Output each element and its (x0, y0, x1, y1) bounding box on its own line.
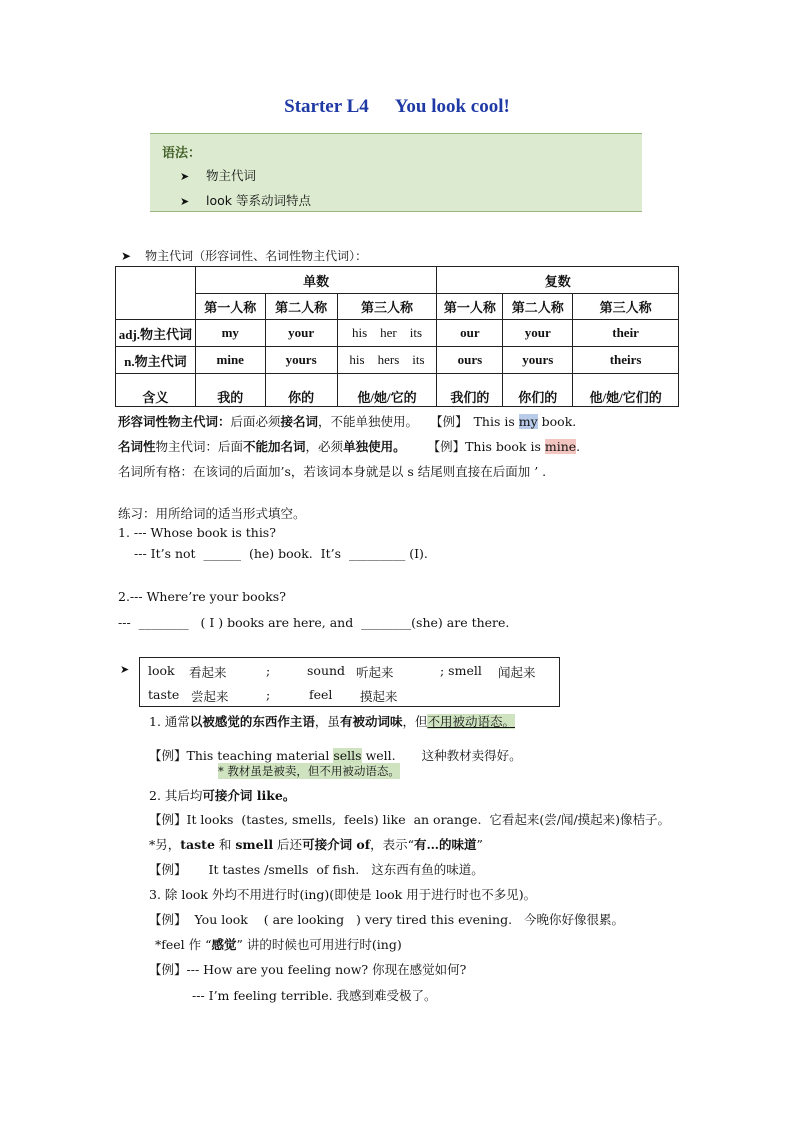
arrow-icon: ➤ (180, 170, 190, 183)
arrow-icon: ➤ (121, 249, 132, 263)
table-cell: your (503, 320, 573, 347)
highlight: 不用被动语态。 (427, 714, 515, 729)
table-col-header: 第三人称 (337, 294, 437, 320)
table-cell: 你们的 (503, 374, 573, 407)
grammar-item: ➤ look 等系动词特点 (180, 193, 311, 208)
table-cell: yours (265, 347, 337, 374)
verb-meaning: 听起来 (356, 665, 394, 680)
verb-meaning: 尝起来 (191, 689, 229, 704)
table-col-header: 第三人称 (573, 294, 679, 320)
grammar-item: ➤ 物主代词 (180, 168, 257, 183)
arrow-icon: ➤ (180, 195, 190, 208)
table-cell: your (265, 320, 337, 347)
verb-word: look (148, 663, 175, 678)
verb-word: feel (309, 687, 333, 702)
row-label: 含义 (116, 374, 196, 407)
grammar-heading: 语法： (162, 146, 202, 161)
rule-line: 名词所有格：在该词的后面加’s，若该词本身就是以 s 结尾则直接在后面加 ’ . (118, 464, 547, 479)
arrow-icon: ➤ (120, 663, 130, 676)
rule-line: 名词性物主代词：后面不能加名词，必须单独使用。 【例】This book is mine. (118, 439, 581, 454)
table-group-header: 单数 (195, 267, 437, 294)
practice-question: 2.--- Where’re your books? (118, 589, 286, 604)
example-line: 【例】This teaching material sells well. 这种教材卖得好。 (149, 748, 522, 763)
section-heading: ➤ 物主代词（形容词性、名词性物主代词）： (121, 249, 368, 263)
practice-question: 1. --- Whose book is this? (118, 525, 276, 540)
table-cell: 我的 (195, 374, 265, 407)
table-cell: my (195, 320, 265, 347)
table-cell: theirs (573, 347, 679, 374)
verb-word: sound (307, 663, 346, 678)
practice-question: --- It’s not ______ (he) book. It’s _________ (I). (134, 546, 428, 561)
table-col-header: 第一人称 (195, 294, 265, 320)
table-cell: mine (195, 347, 265, 374)
example-line: 【例】--- How are you feeling now? 你现在感觉如何? (149, 962, 467, 977)
example-note: * 教材虽是被卖，但不用被动语态。 (218, 764, 400, 778)
highlight: my (518, 414, 538, 429)
page-title: Starter L4 You look cool! (284, 96, 510, 117)
highlight: mine (544, 439, 577, 454)
separator: ; (266, 687, 271, 702)
table-col-header: 第一人称 (437, 294, 503, 320)
verb-word: ; smell (440, 663, 482, 678)
example-line: 【例】 It tastes /smells of fish. 这东西有鱼的味道。 (149, 862, 484, 877)
pronoun-table (115, 266, 679, 407)
table-col-header: 第二人称 (503, 294, 573, 320)
table-cell: their (573, 320, 679, 347)
table-row (116, 320, 679, 347)
verb-meaning: 闻起来 (498, 665, 536, 680)
table-cell: our (437, 320, 503, 347)
example-line: --- I’m feeling terrible. 我感到难受极了。 (192, 988, 437, 1003)
grammar-box (150, 133, 642, 212)
table-corner (116, 267, 196, 320)
table-col-header: 第二人称 (265, 294, 337, 320)
verb-meaning: 看起来 (189, 665, 227, 680)
example-line: 【例】It looks (tastes, smells, feels) like an orange. 它看起来(尝/闻/摸起来)像桔子。 (149, 812, 671, 827)
table-cell: ours (437, 347, 503, 374)
table-row (116, 347, 679, 374)
table-cell: 你的 (265, 374, 337, 407)
note-line: *另，taste 和 smell 后还可接介词 of，表示“有…的味道” (149, 837, 483, 852)
practice-question: --- ________ ( I ) books are here, and ________(she) are there. (118, 615, 510, 630)
linking-verbs-box (139, 657, 560, 707)
rule-line: 形容词性物主代词：后面必须接名词，不能单独使用。 【例】 This is my book. (118, 414, 577, 429)
practice-heading: 练习：用所给词的适当形式填空。 (118, 506, 306, 521)
verb-word: taste (148, 687, 180, 702)
table-cell: his her its (337, 320, 437, 347)
table-cell: 他/她/它们的 (573, 374, 679, 407)
example-line: 【例】 You look ( are looking ) very tired this evening. 今晚你好像很累。 (149, 912, 624, 927)
separator: ; (266, 663, 271, 678)
note-line: 3. 除 look 外均不用进行时(ing)(即使是 look 用于进行时也不多见)。 (149, 887, 537, 902)
table-cell: 他/她/它的 (337, 374, 437, 407)
table-cell: his hers its (337, 347, 437, 374)
verb-meaning: 摸起来 (360, 689, 398, 704)
note-line: 1. 通常以被感觉的东西作主语，虽有被动词味，但不用被动语态。 (149, 714, 515, 729)
table-cell: yours (503, 347, 573, 374)
table-cell: 我们的 (437, 374, 503, 407)
note-line: *feel 作 “感觉” 讲的时候也可用进行时(ing) (155, 937, 402, 952)
highlight: sells (333, 748, 362, 763)
note-line: 2. 其后均可接介词 like。 (149, 788, 296, 803)
table-group-header: 复数 (437, 267, 679, 294)
row-label: adj.物主代词 (116, 320, 196, 347)
table-row (116, 374, 679, 407)
row-label: n.物主代词 (116, 347, 196, 374)
